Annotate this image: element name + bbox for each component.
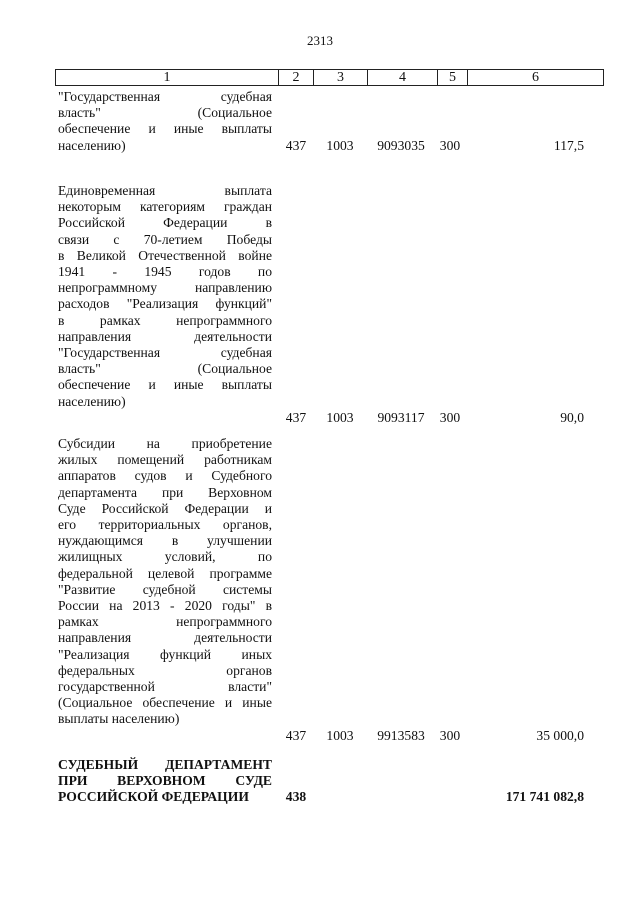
row-amount: 90,0 [560,409,584,425]
description-line: нуждающимся в улучшении [58,533,272,549]
description-line: расходов "Реализация функций" [58,296,272,312]
description-line: связи с 70-летием Победы [58,231,272,247]
row-code-ministry: 437 [285,137,307,153]
description-line: СУДЕБНЫЙ ДЕПАРТАМЕНТ [58,757,272,772]
description-line: ПРИ ВЕРХОВНОМ СУДЕ [58,773,272,789]
row-code-section: 1003 [326,727,354,743]
column-header-4: 4 [368,70,438,86]
row-amount: 171 741 082,8 [505,789,584,805]
description-line: России на 2013 - 2020 годы" в [58,598,272,614]
column-header-5: 5 [438,70,468,86]
row-amount: 117,5 [553,137,584,153]
row-code-expense-type: 300 [439,409,461,425]
description-line: департамента при Верховном [58,484,272,500]
page-number: 2313 [307,33,333,48]
description-line: его территориальных органов, [58,517,272,533]
column-header-6: 6 [468,70,604,86]
description-line: некоторым категориям граждан [58,199,272,215]
description-line: "Государственная судебная [58,345,272,361]
row-description [58,436,272,728]
row-code-ministry: 438 [285,789,307,805]
column-header-row [55,69,604,86]
description-line: рамках непрограммного [58,614,272,630]
row-description [58,183,272,410]
row-code-ministry: 437 [285,409,307,425]
description-line: федеральной целевой программе [58,565,272,581]
description-line: Суде Российской Федерации и [58,500,272,516]
row-code-expense-type: 300 [439,727,461,743]
description-line: выплаты населению) [58,711,180,727]
description-line: населению) [58,137,126,153]
row-code-target: 9913583 [377,727,425,743]
row-description [58,757,272,806]
description-line: жилых помещений работникам [58,452,272,468]
description-line: власть" (Социальное [58,361,272,377]
description-line: (Социальное обеспечение и иные [58,695,272,711]
description-line: направления деятельности [58,328,272,344]
description-line: направления деятельности [58,630,272,646]
description-line: "Государственная судебная [58,89,272,104]
row-code-expense-type: 300 [439,137,461,153]
description-line: аппаратов судов и Судебного [58,468,272,484]
description-line: в рамках непрограммного [58,312,272,328]
row-code-section: 1003 [326,409,354,425]
column-header-2: 2 [279,70,314,86]
description-line: Единовременная выплата [58,183,272,198]
description-line: федеральных органов [58,662,272,678]
row-code-target: 9093035 [377,137,425,153]
row-amount: 35 000,0 [536,727,584,743]
description-line: государственной власти" [58,679,272,695]
row-code-section: 1003 [326,137,354,153]
description-line: обеспечение и иные выплаты [58,121,272,137]
column-header-1: 1 [56,70,279,86]
row-description [58,89,272,154]
row-code-ministry: 437 [285,727,307,743]
description-line: в Великой Отечественной войне [58,247,272,263]
description-line: непрограммному направлению [58,280,272,296]
description-line: "Реализация функций иных [58,646,272,662]
description-line: населению) [58,393,126,409]
description-line: власть" (Социальное [58,105,272,121]
row-code-target: 9093117 [377,409,425,425]
description-line: 1941 - 1945 годов по [58,264,272,280]
column-header-3: 3 [314,70,368,86]
description-line: жилищных условий, по [58,549,272,565]
description-line: Российской Федерации в [58,215,272,231]
description-line: РОССИЙСКОЙ ФЕДЕРАЦИИ [58,789,249,805]
description-line: "Развитие судебной системы [58,581,272,597]
description-line: Субсидии на приобретение [58,436,272,451]
description-line: обеспечение и иные выплаты [58,377,272,393]
